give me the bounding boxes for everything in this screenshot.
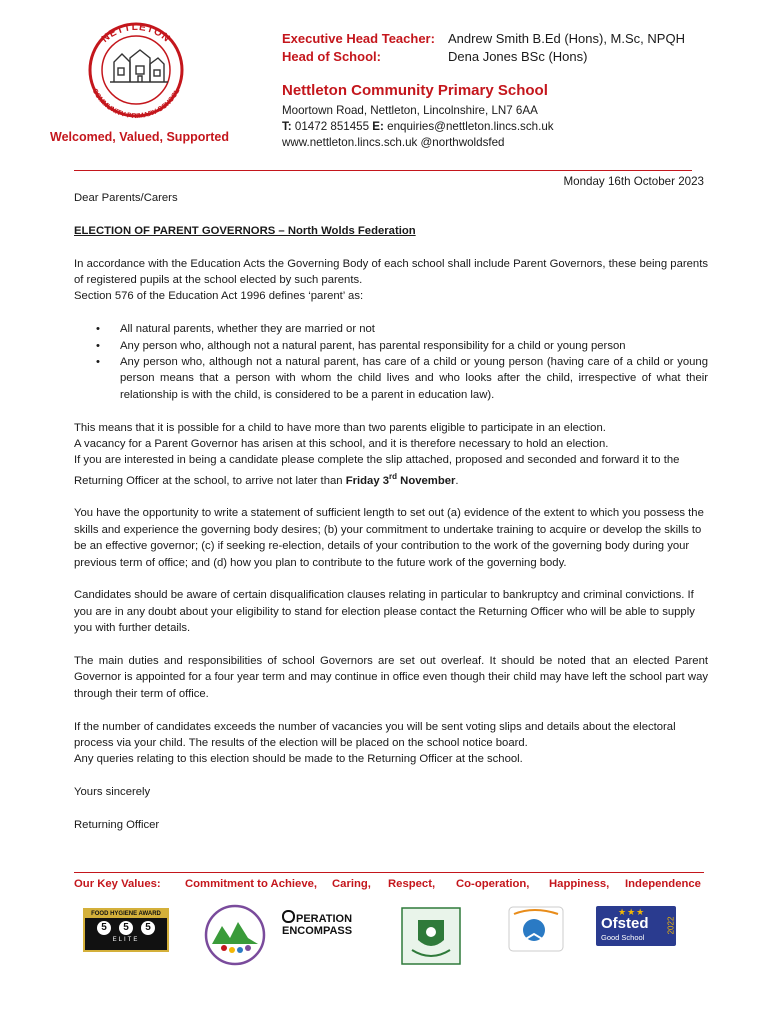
value-item: Co-operation, (456, 878, 530, 890)
encompass-line2: ENCOMPASS (282, 925, 353, 937)
deadline-month: November (400, 474, 456, 487)
header-divider (74, 170, 692, 171)
key-values-label: Our Key Values: (74, 878, 161, 890)
list-item: • Any person who, although not a natural parent, has care of a child or young person (having care of a child or young person means that a person with whom the child lives and who looks after the child, irrespective of what their relationship is with the child, is considered to be a parent in education law). (120, 354, 708, 403)
value-item: Commitment to Achieve, (185, 878, 318, 890)
stars-icon: ★★★ (618, 907, 646, 917)
letter-body (74, 190, 708, 850)
signature: Returning Officer (74, 819, 160, 832)
crest-text-top: NETTLETON (99, 21, 173, 45)
food-hygiene-award-logo (83, 908, 169, 952)
vacancy-line-3: If you are interested in being a candidate please complete the slip attached, proposed and seconded and forward it to the Returning Officer at the school, to arrive not later than (74, 454, 680, 487)
school-award-badge (400, 906, 462, 966)
telephone: 01472 851455 (294, 120, 370, 133)
email-link[interactable]: enquiries@nettleton.lincs.sch.uk (387, 120, 554, 133)
operation-encompass-logo (282, 910, 354, 940)
contact-block (282, 103, 554, 151)
letter-date: Monday 16th October 2023 (563, 175, 704, 188)
list-item: • All natural parents, whether they are married or not (120, 321, 708, 337)
paragraph-duties: The main duties and responsibilities of school Governors are set out overleaf. It should be noted that an elected Parent Governor is appointed for a four year term and may continue in office even though their child may have left the school part way through their term of office. (74, 655, 708, 700)
reading-award-logo (508, 906, 564, 952)
deadline (345, 471, 456, 487)
value-item: Happiness, (549, 878, 610, 890)
hygiene-score: 5 (97, 921, 111, 935)
closing: Yours sincerely (74, 786, 151, 799)
hygiene-title: FOOD HYGIENE AWARD (85, 910, 167, 918)
school-name: Nettleton Community Primary School (282, 82, 548, 99)
value-item: Caring, (332, 878, 371, 890)
paragraph-voting (74, 719, 708, 768)
exec-head-name: Andrew Smith B.Ed (Hons), M.Sc, NPQH (448, 31, 685, 46)
value-item: Respect, (388, 878, 436, 890)
paragraph-vacancy: This means that it is possible for a child to have more than two parents eligible to participate in an election. A vacancy for a Parent Governor has arisen at this school, and it is therefore necessary to hold an election. If you are interested in being a candidate please complete the slip attached, proposed and seconded and forward it to the Returning Officer at the school, to arrive not later than Friday 3rd November. (74, 421, 680, 487)
ofsted-good-school-logo (596, 906, 676, 946)
vacancy-line-2: A vacancy for a Parent Governor has arisen at this school, and it is therefore necessary to hold an election. (74, 438, 609, 451)
paragraph-definition: Section 576 of the Education Act 1996 defines ‘parent’ as: (74, 290, 364, 303)
exec-head-label: Executive Head Teacher: (282, 31, 435, 46)
website-link[interactable]: www.nettleton.lincs.sch.uk @northwoldsfed (282, 136, 505, 149)
encompass-line1: PERATION (296, 913, 353, 925)
ofsted-name: Ofsted (601, 915, 649, 932)
address: Moortown Road, Nettleton, Lincolnshire, LN7 6AA (282, 104, 538, 117)
footer-divider (74, 872, 704, 873)
list-item: • Any person who, although not a natural parent, has parental responsibility for a child or young person (120, 338, 708, 354)
tel-label: T: (282, 120, 292, 133)
deadline-suffix: rd (389, 471, 398, 481)
hygiene-elite: ELITE (112, 937, 140, 943)
contact-line (282, 119, 554, 135)
voting-line-2: Any queries relating to this election should be made to the Returning Officer at the school. (74, 753, 523, 766)
value-item: Independence (625, 878, 701, 890)
head-of-school-label: Head of School: (282, 49, 381, 64)
paragraph-statement: You have the opportunity to write a statement of sufficient length to set out (a) evidence of the extent to which you possess the skills and experience the governing body desires; (b) your commitment to undertake training to acquire or develop the skills to be an effective governor; (c) if seeking re-election, details of your contribution to the work of the governing body during your previous term of office; and (d) how you plan to contribute to the future work of the governing body. (74, 507, 704, 569)
paragraph-intro: In accordance with the Education Acts the Governing Body of each school shall include Parent Governors, these being parents of registered pupils at the school elected by such parents. (74, 257, 708, 286)
accreditation-logos (0, 900, 770, 970)
school-motto: Welcomed, Valued, Supported (50, 130, 229, 144)
deadline-day: Friday 3 (345, 474, 390, 487)
email-label: E: (372, 120, 384, 133)
ofsted-year: 2022 (666, 916, 676, 935)
vacancy-line-1: This means that it is possible for a child to have more than two parents eligible to participate in an election. (74, 421, 606, 434)
hygiene-score: 5 (141, 921, 155, 935)
head-of-school-name: Dena Jones BSc (Hons) (448, 49, 588, 64)
federation-logo (204, 904, 266, 966)
crest-text-bottom: COMMUNITY PRIMARY SCHOOL (90, 87, 182, 121)
staff-block (282, 30, 685, 66)
greeting: Dear Parents/Carers (74, 192, 178, 204)
paragraph-disqualification: Candidates should be aware of certain disqualification clauses relating in particular to bankruptcy and criminal convictions. If you are in any doubt about your eligibility to stand for election please contact the Returning Officer who will be able to supply you with further details. (74, 589, 695, 635)
hygiene-score: 5 (119, 921, 133, 935)
ofsted-subtitle: Good School (601, 933, 645, 942)
parent-definition-list (74, 321, 708, 403)
voting-line-1: If the number of candidates exceeds the number of vacancies you will be sent voting slips and details about the electoral process via your child. The results of the election will be placed on the school notice board. (74, 720, 676, 750)
letter-subject: ELECTION OF PARENT GOVERNORS – North Wolds Federation (74, 224, 416, 237)
school-crest-logo (72, 10, 200, 126)
svg-text:NETTLETON (100, 22, 173, 45)
